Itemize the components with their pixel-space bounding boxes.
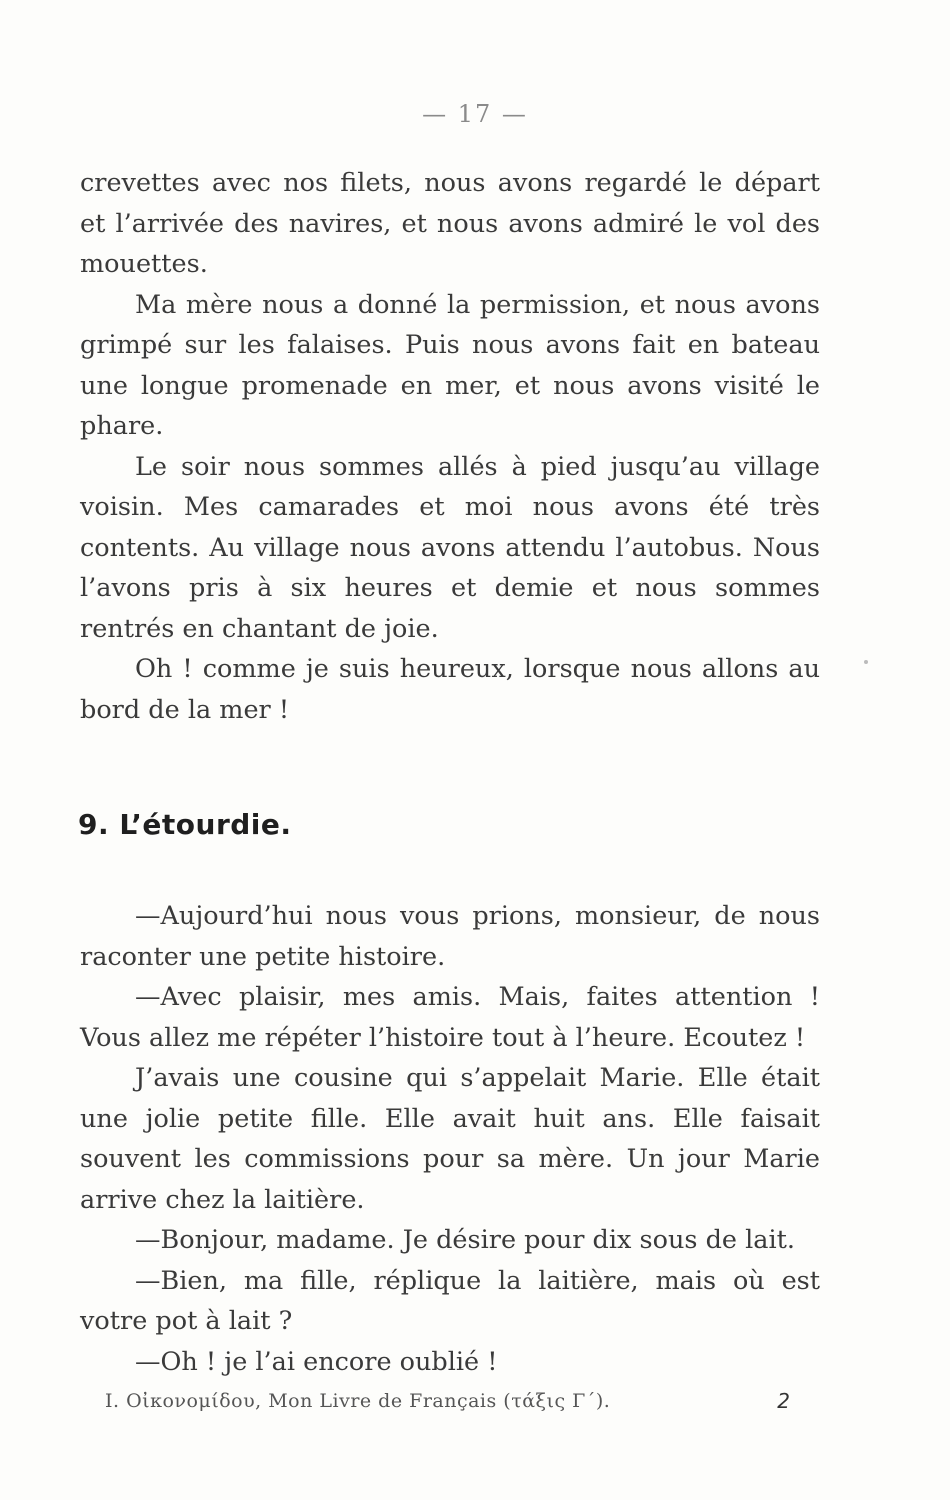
dialogue-line: —Oh ! je l’ai encore oublié ! [135,1346,498,1377]
paragraph: Le soir nous sommes allés à pied jusqu’au village voisin. Mes camarades et moi nous avons été très contents. Au village nous avons attendu l’autobus. Nous l’avons pris à six heures et demie et nous sommes rentrés en chantant de joie. [80,451,820,644]
margin-mark [864,660,868,664]
continuation-text [80,163,820,730]
lesson-text [80,896,820,1382]
paragraph: J’avais une cousine qui s’appelait Marie. Elle était une jolie petite fille. Elle avait huit ans. Elle faisait souvent les commissions pour sa mère. Un jour Marie arrive chez la laitière. [80,1063,820,1215]
dialogue-line: —Bien, ma fille, réplique la laitière, mais où est votre pot à lait ? [80,1265,820,1336]
dialogue-line: —Avec plaisir, mes amis. Mais, faites attention ! Vous allez me répéter l’histoire tout à l’heure. Ecoutez ! [80,982,820,1053]
paragraph: Oh ! comme je suis heureux, lorsque nous allons au bord de la mer ! [80,654,820,725]
paragraph: Ma mère nous a donné la permission, et nous avons grimpé sur les falaises. Puis nous avons fait en bateau une longue promenade en mer, et nous avons visité le phare. [80,289,820,441]
page-number: — 17 — [422,100,528,128]
paragraph: crevettes avec nos filets, nous avons regardé le départ et l’arrivée des navires, et nous avons admiré le vol des mouettes. [80,168,820,279]
sheet-number: 2 [777,1389,790,1413]
lesson-heading: 9. L’étourdie. [78,808,292,841]
dialogue-line: —Aujourd’hui nous vous prions, monsieur, de nous raconter une petite histoire. [80,901,820,972]
footer-citation: I. Οἰκονομίδου, Mon Livre de Français (τάξις Γ΄). [105,1390,611,1412]
dialogue-line: —Bonjour, madame. Je désire pour dix sous de lait. [135,1225,795,1255]
